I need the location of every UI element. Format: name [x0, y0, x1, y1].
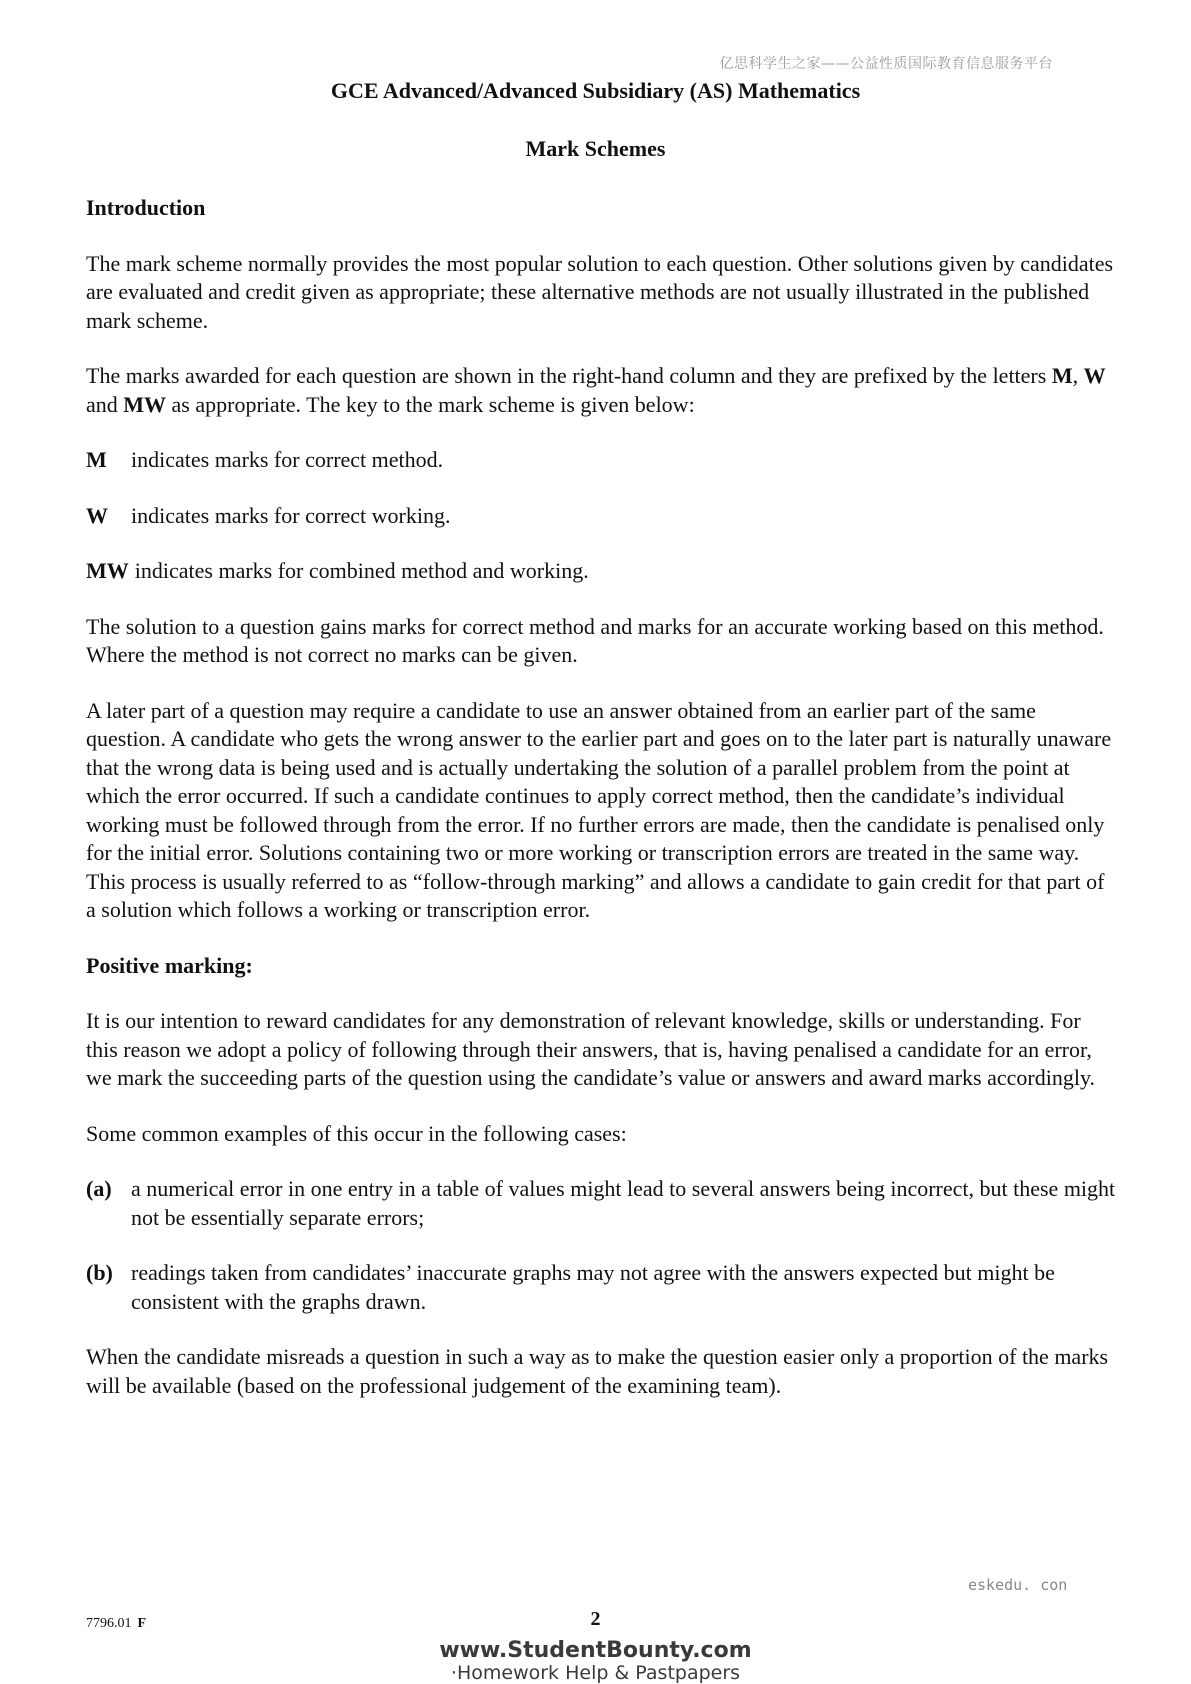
intro-paragraph-2-text-a: The marks awarded for each question are shown in the right-hand column and they are prefixed by the letters: [86, 363, 1052, 388]
watermark-top: 亿思科学生之家——公益性质国际教育信息服务平台: [719, 56, 1053, 72]
list-item-text: a numerical error in one entry in a table of values might lead to several answers being incorrect, but these might not be essentially separate errors;: [131, 1176, 1116, 1230]
key-m-text: indicates marks for correct method.: [131, 447, 444, 472]
paper-code: 7796.01: [86, 1616, 132, 1631]
list-item-text: readings taken from candidates’ inaccurate graphs may not agree with the answers expected but might be consistent with the graphs drawn.: [131, 1260, 1055, 1314]
page-number: 2: [590, 1608, 601, 1630]
follow-through-paragraph: A later part of a question may require a candidate to use an answer obtained from an earlier part of the same question. A candidate who gets the wrong answer to the earlier part and goes on to the later part is naturally unaware that the wrong data is being used and is actually undertaking the solution of a parallel problem from the point at which the error occurred. If such a candidate continues to apply correct method, then the candidate’s individual working must be followed through from the error. If no further errors are made, then the candidate is penalised only for the initial error. Solutions containing two or more working or transcription errors are treated in the same way. This process is usually referred to as “follow-through marking” and allows a candidate to gain credit for that part of a solution which follows a working or transcription error.: [86, 697, 1112, 922]
key-mw-text: indicates marks for combined method and working.: [134, 558, 589, 583]
examples-intro-paragraph: Some common examples of this occur in the following cases:: [86, 1120, 627, 1146]
intro-and: and: [86, 391, 124, 417]
intro-paragraph-2-text-b: as appropriate. The key to the mark scheme is given below:: [166, 391, 695, 417]
document-title: GCE Advanced/Advanced Subsidiary (AS) Mathematics: [330, 78, 861, 103]
intro-letter-mw: MW: [123, 391, 167, 417]
introduction-heading: Introduction: [86, 195, 206, 220]
positive-marking-heading: Positive marking:: [86, 952, 253, 978]
paper-code-suffix: F: [137, 1616, 147, 1631]
list-item: [86, 1175, 1116, 1232]
studentbounty-logo: [0, 1640, 1191, 1684]
key-m-row: [86, 446, 1116, 475]
solution-paragraph: The solution to a question gains marks for correct method and marks for an accurate working based on this method. Where the method is not correct no marks can be given.: [86, 613, 1104, 667]
document-body: [86, 194, 1116, 1427]
misread-paragraph: When the candidate misreads a question in such a way as to make the question easier only a proportion of the marks will be available (based on the professional judgement of the examining team).: [86, 1344, 1109, 1398]
key-w-letter: W: [86, 502, 108, 528]
positive-marking-paragraph: It is our intention to reward candidates for any demonstration of relevant knowledge, skills or understanding. For this reason we adopt a policy of following through their answers, that is, having penalised a candidate for an error, we mark the succeeding parts of the question using the candidate’s value or answers and award marks accordingly.: [86, 1008, 1096, 1090]
key-w-row: [86, 502, 1116, 531]
document-subtitle: Mark Schemes: [525, 136, 666, 161]
logo-line-1: www.StudentBounty.com: [439, 1638, 752, 1663]
intro-paragraph-2: [86, 362, 1116, 419]
key-mw-letter: MW: [86, 558, 129, 583]
logo-line-2: ·Homework Help & Pastpapers: [450, 1662, 741, 1684]
footer-site-watermark: eskedu. con: [968, 1576, 1068, 1594]
list-item-label: (a): [86, 1176, 112, 1201]
key-mw-row: [86, 557, 1116, 586]
intro-comma: ,: [1072, 363, 1084, 388]
key-m-letter: M: [86, 447, 107, 472]
list-item: [86, 1259, 1116, 1316]
intro-paragraph-1: The mark scheme normally provides the most popular solution to each question. Other solutions given by candidates are evaluated and credit given as appropriate; these alternative methods are not usually illustrated in the published mark scheme.: [86, 250, 1114, 333]
key-w-text: indicates marks for correct working.: [131, 502, 451, 528]
list-item-label: (b): [86, 1260, 113, 1285]
intro-letter-w: W: [1083, 363, 1106, 388]
intro-letter-m: M: [1051, 363, 1073, 388]
